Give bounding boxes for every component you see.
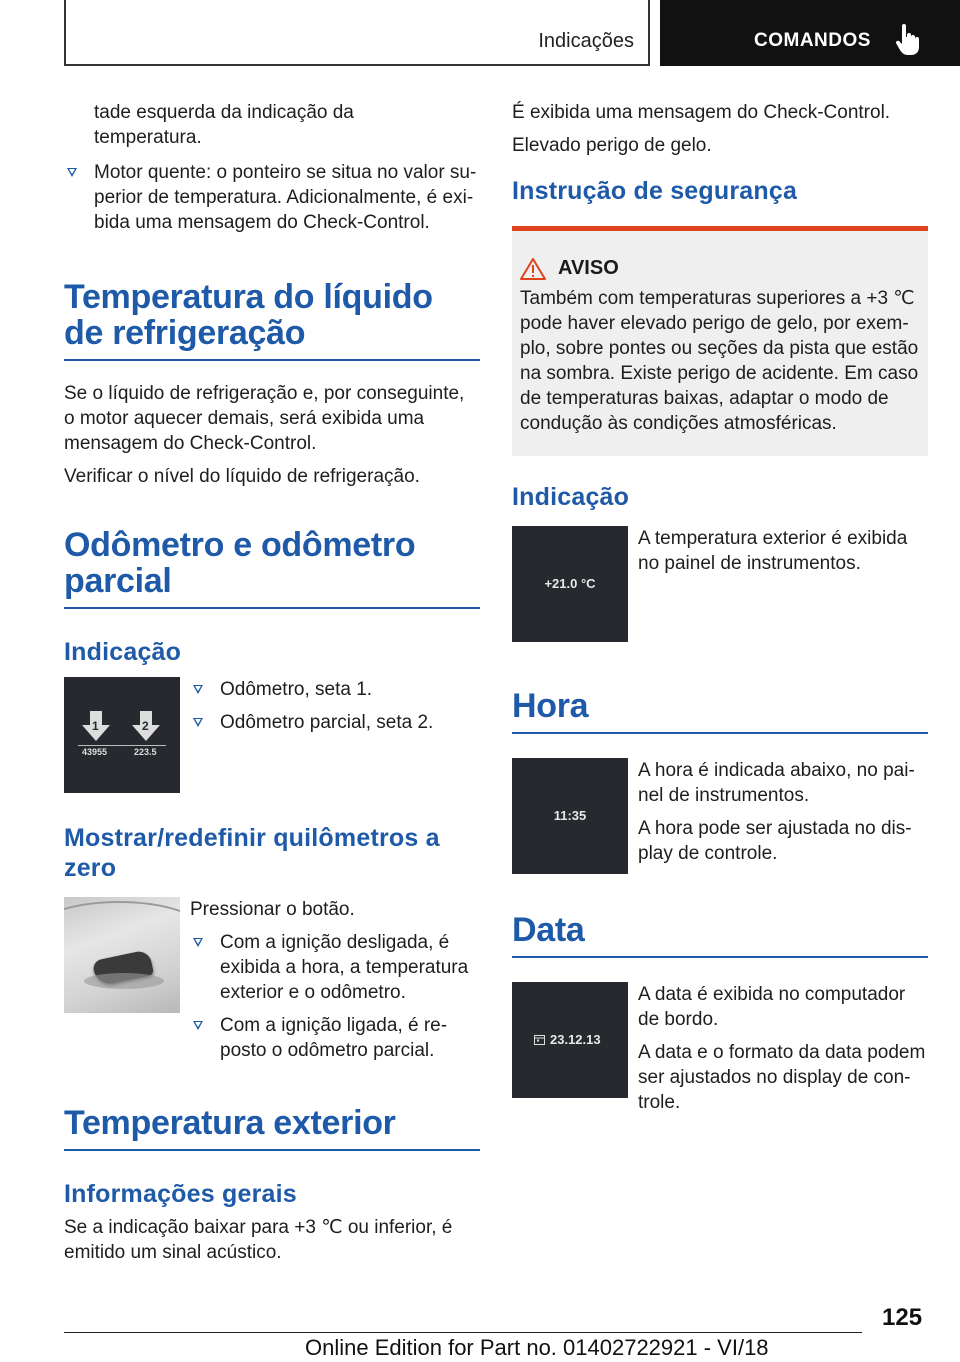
odometer-heading: Odômetro e odômetro parcial <box>64 527 480 609</box>
time-paragraph: A hora é indicada abaixo, no painel de instrumentos. <box>638 760 915 806</box>
trip-odometer-value: 223.5 <box>134 747 157 757</box>
odometer-subheading: Indicação <box>64 638 182 666</box>
temperature-display-value: +21.0 °C <box>544 576 596 591</box>
odometer-display-image <box>64 677 180 793</box>
reset-list <box>190 930 480 1063</box>
odometer-list <box>190 677 480 735</box>
list-item: Odômetro parcial, seta 2. <box>190 710 480 735</box>
temperature-row <box>512 526 928 666</box>
exterior-temp-heading: Temperatura exterior <box>64 1105 480 1151</box>
date-display-value: 23.12.13 <box>550 1032 601 1047</box>
left-column <box>64 100 480 1265</box>
arrow-number-2: 2 <box>142 719 149 733</box>
bullet-triangle-icon <box>193 938 203 947</box>
warning-triangle-icon <box>520 258 546 280</box>
bullet-triangle-icon <box>193 685 203 694</box>
arrow-number-1: 1 <box>92 719 99 733</box>
temperature-display-image <box>512 526 628 642</box>
list-item: Odômetro, seta 1. <box>190 677 480 702</box>
time-heading: Hora <box>512 688 928 734</box>
right-column <box>512 100 928 1114</box>
list-item: Com a ignição ligada, é reposto o odômetro parcial. <box>190 1013 480 1063</box>
date-heading: Data <box>512 912 928 958</box>
reset-paragraph: Pressionar o botão. <box>190 899 355 920</box>
exterior-general-subheading: Informações gerais <box>64 1180 297 1208</box>
page-number: 125 <box>882 1304 923 1331</box>
warning-box <box>512 226 928 456</box>
list-item: Com a ignição desligada, é exibida a hora, a temperatura exterior e o odômetro. <box>190 930 480 1005</box>
date-paragraph: A data é exibida no computador de bordo. <box>638 984 906 1030</box>
list-item: Motor quente: o ponteiro se situa no valor superior de temperatura. Adicionalmente, é exibida uma mensagem do Check-Control. <box>64 160 480 235</box>
coolant-check-paragraph: Verificar o nível do líquido de refrigeração. <box>64 466 420 487</box>
header-section-title: Indicações <box>538 30 634 52</box>
reset-row <box>64 897 480 1087</box>
time-display-value: 11:35 <box>553 808 587 823</box>
hot-engine-list <box>64 160 480 235</box>
odometer-value: 43955 <box>82 747 108 757</box>
warning-label: AVISO <box>558 257 619 279</box>
temperature-indication-paragraph: A temperatura exterior é exibida no painel de instrumentos. <box>638 528 908 574</box>
check-control-paragraph: É exibida uma mensagem do Check-Control. <box>512 102 891 123</box>
ice-danger-paragraph: Elevado perigo de gelo. <box>512 135 712 156</box>
date-adjust-paragraph: A data e o formato da data podem ser ajustados no display de controle. <box>638 1042 926 1113</box>
date-display-image <box>512 982 628 1098</box>
odometer-row <box>64 677 480 803</box>
footer-divider <box>64 1332 862 1333</box>
bullet-triangle-icon <box>193 718 203 727</box>
pointing-hand-icon <box>895 24 921 56</box>
exterior-temp-paragraph: Se a indicação baixar para +3 ℃ ou inferior, é emitido um sinal acústico. <box>64 1217 453 1263</box>
footer-edition: Online Edition for Part no. 01402722921 - VI/18 <box>305 1335 769 1360</box>
reset-heading: Mostrar/redefinir quilômetros a zero <box>64 824 440 882</box>
coolant-paragraph: Se o líquido de refrigeração e, por conseguinte, o motor aquecer demais, será exibida uma mensagem do Check-Control. <box>64 383 465 454</box>
time-row <box>512 758 928 890</box>
header-section-tab <box>64 0 650 66</box>
time-adjust-paragraph: A hora pode ser ajustada no display de controle. <box>638 818 912 864</box>
time-display-image <box>512 758 628 874</box>
bullet-triangle-icon <box>67 168 77 177</box>
calendar-icon <box>534 1034 545 1045</box>
date-row <box>512 982 928 1114</box>
header-chapter-title: COMANDOS <box>754 30 871 51</box>
continued-text: tade esquerda da indicação da temperatura. <box>94 102 354 148</box>
reset-button-image <box>64 897 180 1013</box>
warning-text: Também com temperaturas superiores a +3 ℃ pode haver elevado perigo de gelo, por exemplo, sobre pontes ou seções da pista que estão na sombra. Existe perigo de acidente. Em caso de temperaturas baixas, adaptar o modo de condução às condições atmosféricas. <box>520 288 919 434</box>
safety-heading: Instrução de segurança <box>512 177 798 205</box>
coolant-heading: Temperatura do líquido de refrigeração <box>64 279 480 361</box>
odometer-divider <box>78 745 166 746</box>
bullet-triangle-icon <box>193 1021 203 1030</box>
indication-heading: Indicação <box>512 483 630 511</box>
